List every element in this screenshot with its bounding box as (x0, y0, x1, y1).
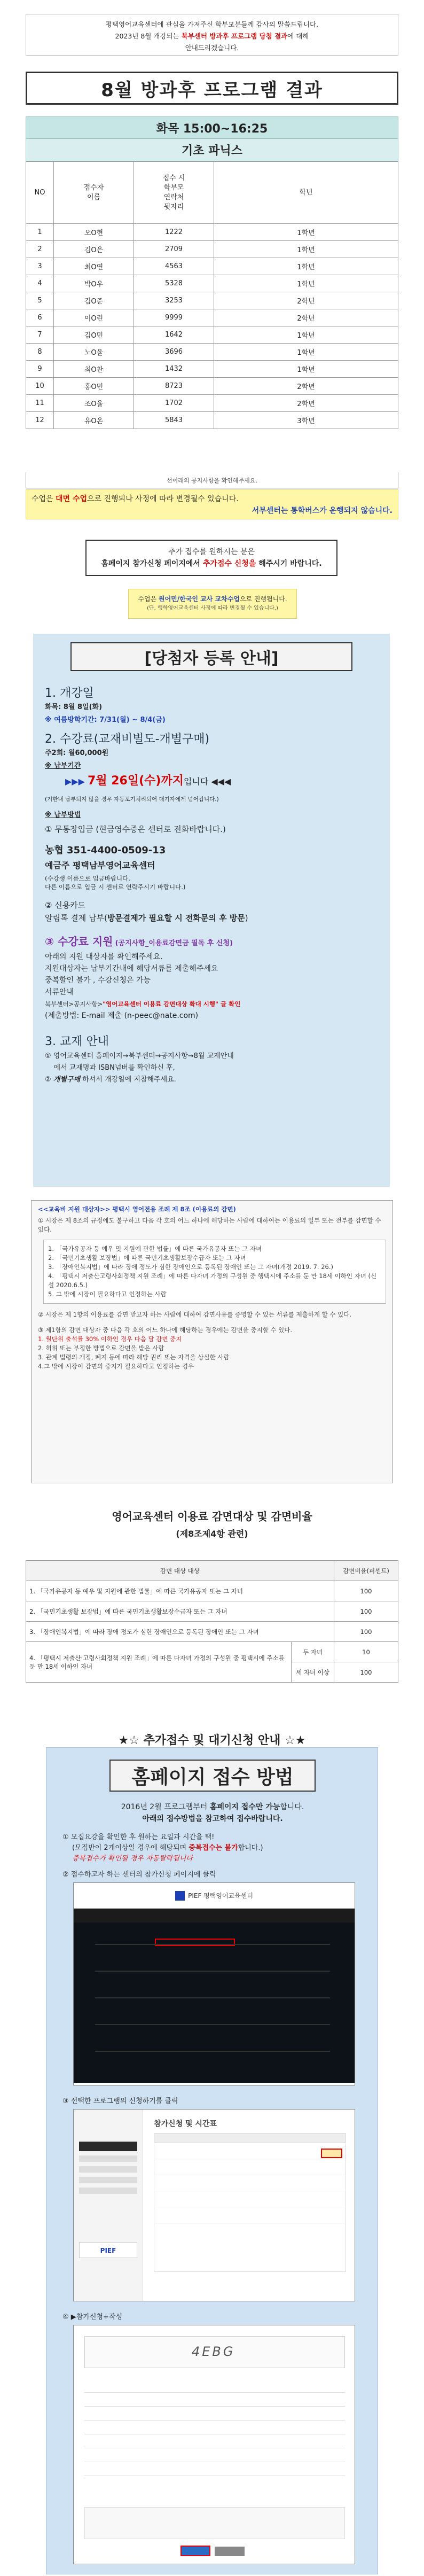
class-mode-line1 (32, 493, 392, 505)
cell-grade: 1학년 (214, 344, 398, 361)
cell-phone: 3253 (134, 292, 214, 309)
support-line6: (제출방법: E-mail 제출 (n-peec@nate.com) (45, 1011, 199, 1020)
cell-no: 5 (26, 292, 54, 309)
extra-line2 (91, 558, 332, 570)
table-row (26, 395, 398, 412)
policy-j1: 1. 월단위 출석률 30% 이하인 경우 다음 달 감면 중지 (38, 1335, 182, 1343)
cell-phone: 1222 (134, 224, 214, 241)
s1n-red: 중복접수는 불가 (189, 1844, 238, 1852)
mode-red: 대면 수업 (56, 495, 88, 503)
step1-note2: 중복접수가 확인될 경우 자동탈락됩니다 (72, 1855, 193, 1863)
cell-name: 김O준 (54, 292, 134, 309)
cell-no: 3 (26, 258, 54, 275)
cell-no: 12 (26, 412, 54, 429)
header-line: 접수 시 (162, 174, 185, 182)
table-row (26, 326, 398, 344)
table-row (26, 344, 398, 361)
policy-list (43, 1240, 386, 1304)
policy-head: <<교육비 지원 대상자>> 평택시 영어전용 조례 제 8조 (이용료의 감면) (38, 1205, 236, 1213)
teacher-line2: (단, 행학영어교육센터 사정에 따라 변경될 수 있습니다.) (147, 605, 278, 611)
logo-icon (175, 1891, 185, 1901)
reduction-value: 100 (334, 1601, 398, 1622)
policy-j4: 4.그 밖에 시장이 감면의 중지가 필요하다고 인정하는 경우 (38, 1363, 194, 1370)
fee-amount: 주2회: 월60,000원 (45, 749, 109, 757)
cell-no: 4 (26, 275, 54, 292)
cell-phone: 5328 (134, 275, 214, 292)
reduction-row (26, 1642, 398, 1662)
results-table (26, 161, 398, 429)
teacher-post: 으로 진행됩니다. (239, 595, 287, 603)
cell-name: 유O온 (54, 412, 134, 429)
section-fee: 2. 수강료(교재비별도-개별구매) (45, 733, 210, 746)
tb-bold: 개별구매 (53, 1076, 81, 1084)
bank-account: 농협 351-4400-0509-13 (45, 845, 166, 856)
deadline-post: 입니다 ◀◀◀ (183, 776, 231, 787)
table-row (26, 224, 398, 241)
hi-bold: 홈페이지 접수만 가능 (209, 1803, 280, 1811)
reduction-label: 1. 「국가유공자 등 예우 및 지원에 관한 법률」에 따른 국가유공자 또는 그 자녀 (26, 1581, 334, 1601)
cell-grade: 1학년 (214, 275, 398, 292)
reduction-label: 2. 「국민기초생활 보장법」에 따른 국민기초생활보장수급자 또는 그 자녀 (26, 1601, 334, 1622)
reduction-value: 100 (334, 1581, 398, 1601)
extra-post: 해주시기 바랍니다. (256, 559, 322, 568)
reduction-header (26, 1561, 398, 1581)
policy-j2: 2. 허위 또는 부정한 방법으로 감면을 받은 사람 (38, 1344, 164, 1352)
submit-button[interactable] (180, 2546, 210, 2556)
cell-name: 김O은 (54, 241, 134, 258)
table-row (26, 378, 398, 395)
cell-phone: 8723 (134, 378, 214, 395)
cell-grade: 1학년 (214, 258, 398, 275)
intro-line1: 평택영어교육센터에 관심을 가져주신 학부모분들께 감사의 말씀드립니다. (105, 20, 319, 28)
website-screenshot-3 (73, 2325, 355, 2564)
table-row (26, 292, 398, 309)
mode-post: 으로 진행되나 사정에 따라 변경될수 있습니다. (87, 495, 239, 503)
site-logo-text: PIEF 평택영어교육센터 (188, 1892, 253, 1900)
site-menu-panel (74, 1923, 355, 2083)
list-title: 참가신청 및 시간표 (154, 2120, 217, 2128)
step1 (62, 1832, 263, 1864)
policy-p2: ② 시장은 제 1항의 이용료를 감면 받고자 하는 사람에 대하여 감면사유를 증명할 수 있는 서류를 제출하게 할 수 있다. (38, 1311, 351, 1318)
table-note: 선이래의 공지사항을 확인해주세요. (26, 472, 398, 488)
class-mode-note (26, 489, 398, 519)
site-menu-bar (74, 1909, 355, 1923)
cell-name: 최O연 (54, 258, 134, 275)
summer-break: ※ 여름방학기간: 7/31(월) ~ 8/4(금) (45, 716, 166, 724)
header-phone (134, 162, 214, 224)
website-screenshot-2 (73, 2109, 355, 2301)
registration-title: [당첨자 등록 안내] (70, 642, 352, 671)
bank-note-2: 다른 이름으로 입금 시 센터로 연락주시기 바랍니다.) (45, 883, 186, 891)
support-line3: 중복할인 불가 , 수강신청은 가능 (45, 976, 151, 985)
registration-section (33, 634, 390, 1187)
support-line2: 지원대상자는 납부기간내에 해당서류를 제출해주세요 (45, 964, 218, 973)
cell-grade: 2학년 (214, 378, 398, 395)
cell-name: 오O현 (54, 224, 134, 241)
cell-name: 노O율 (54, 344, 134, 361)
header-line: 연락처 (163, 193, 184, 201)
tb-post: 하셔서 개강일에 지참해주세요. (80, 1076, 176, 1084)
step2: ② 접수하고자 하는 센터의 참가신청 페이지에 클릭 (62, 1871, 216, 1879)
reduction-label: 4. 「평택시 저출산·고령사회정책 지원 조례」에 따른 다자녀 가정의 구성원 중 평택시에 주소를 둔 만 18세 이하인 자녀 (26, 1642, 292, 1683)
cell-grade: 2학년 (214, 309, 398, 326)
textbook-line1-text: ① 영어교육센터 홈페이지→북부센터→공지사항→8월 교재안내 (45, 1052, 234, 1060)
reduction-row (26, 1581, 398, 1601)
s1n-pre: (모집반이 2개이상일 경우에 해당되며 (72, 1844, 189, 1852)
program-list (154, 2133, 346, 2272)
cell-name: 홍O민 (54, 378, 134, 395)
intro-line2 (33, 30, 391, 42)
header-line: 학부모 (163, 183, 184, 192)
reduction-sub: 세 자녀 이상 (292, 1662, 334, 1683)
policy-p3: ③ 제1항의 감면 대상자 중 다음 각 호의 어느 하나에 해당하는 경우에는 감면을 중지할 수 있다. (38, 1326, 293, 1334)
cell-no: 10 (26, 378, 54, 395)
reduction-row (26, 1601, 398, 1622)
class-time: 화목 15:00~16:25 (26, 116, 398, 139)
cell-name: 최O찬 (54, 361, 134, 378)
side-nav (74, 2110, 143, 2301)
header-name (54, 162, 134, 224)
payment-method-2: ② 신용카드 (45, 900, 86, 910)
intro-notice (26, 14, 398, 56)
card-pre: 알림톡 결제 납부( (45, 913, 107, 923)
captcha-box (84, 2336, 345, 2368)
support-link[interactable]: "영어교육센터 이용료 감면대상 확대 시행" 글 확인 (103, 1000, 241, 1008)
deadline-date: 7월 26일(수)까지 (88, 774, 184, 788)
support-line4: 서류안내 (45, 988, 74, 997)
step1-text: ① 모집요강을 확인한 후 원하는 요일과 시간을 택! (62, 1833, 215, 1841)
cell-name: 김O민 (54, 326, 134, 344)
table-row (26, 361, 398, 378)
teacher-blue: 원어민/한국인 교사 교차수업 (158, 595, 240, 603)
cell-phone: 1432 (134, 361, 214, 378)
support-line5 (45, 998, 240, 1010)
deadline-label: ※ 납부기간 (45, 762, 81, 770)
reduction-row (26, 1622, 398, 1642)
reduction-table (26, 1560, 398, 1683)
site-logo (74, 1883, 355, 1909)
class-name: 기초 파닉스 (26, 139, 398, 161)
card-post: ) (245, 913, 248, 923)
website-screenshot-1 (73, 1882, 355, 2085)
cell-no: 8 (26, 344, 54, 361)
cell-no: 1 (26, 224, 54, 241)
policy-box (31, 1200, 393, 1483)
payment-label: ※ 납부방법 (45, 811, 81, 819)
cell-no: 9 (26, 361, 54, 378)
policy-p1: ① 시장은 제 8조의 규정에도 불구하고 다음 각 호의 어느 하나에 해당하는 사람에 대하여는 이용료의 일부 또는 전부를 감면할 수 있다. (38, 1217, 381, 1233)
homepage-intro-2: 아래의 접수방법을 참고하여 접수바랍니다. (142, 1815, 283, 1823)
teacher-note (128, 589, 297, 619)
table-row (26, 275, 398, 292)
bus-note: 서부센터는 통학버스가 운행되지 않습니다. (252, 507, 392, 515)
teacher-pre: 수업은 (138, 595, 159, 603)
intro-line3: 안내드리겠습니다. (185, 44, 239, 52)
card-payment (45, 913, 248, 923)
homepage-guide (46, 1747, 378, 2574)
cell-name: 조O율 (54, 395, 134, 412)
tb-pre: ② (45, 1076, 53, 1084)
homepage-guide-title: 홈페이지 접수 방법 (109, 1760, 316, 1792)
extra-red: 추가접수 신청을 (202, 559, 256, 568)
extra-line1: 추가 접수를 원하시는 분은 (168, 548, 255, 556)
table-row (26, 241, 398, 258)
header-line: 뒷자리 (163, 203, 184, 211)
cell-no: 7 (26, 326, 54, 344)
textbook-line1 (45, 1050, 234, 1062)
additional-title: ★☆ 추가접수 및 대기신청 안내 ☆★ (118, 1734, 306, 1747)
cancel-button[interactable] (215, 2547, 245, 2556)
mode-pre: 수업은 (32, 495, 56, 503)
cell-phone: 1702 (134, 395, 214, 412)
step1-note1 (62, 1843, 263, 1854)
cell-phone: 3696 (134, 344, 214, 361)
payment-method-1: ① 무통장입금 (현금영수증은 센터로 전화바랍니다.) (45, 824, 226, 834)
section-start-date: 1. 개강일 (45, 687, 94, 700)
cell-grade: 3학년 (214, 412, 398, 429)
step3: ③ 선택한 프로그램의 신청하기를 클릭 (62, 2097, 178, 2105)
header-line: 이름 (87, 193, 101, 201)
cell-grade: 2학년 (214, 395, 398, 412)
table-row (26, 412, 398, 429)
cell-grade: 1학년 (214, 361, 398, 378)
payment-method-3 (45, 936, 233, 949)
reduction-value: 100 (334, 1622, 398, 1642)
apply-button[interactable] (321, 2149, 342, 2158)
card-bold: 방문결제가 필요할 시 전화문의 후 방문 (107, 913, 245, 923)
pief-logo: PIEF (79, 2242, 137, 2258)
table-header-row (26, 162, 398, 224)
hi-pre: 2016년 2월 프로그램부터 (121, 1803, 210, 1811)
policy-item5: 5. 그 밖에 시장이 필요하다고 인정하는 사람 (48, 1290, 167, 1298)
support-sub: (공지사항_이용료감면금 필독 후 신청) (115, 939, 233, 947)
reduction-subtitle: (제8조제4항 관련) (176, 1529, 248, 1539)
support-line1: 아래의 지원 대상자를 확인해주세요. (45, 953, 163, 961)
reduction-title: 영어교육센터 이용료 감면대상 및 감면비율 (112, 1510, 312, 1523)
policy-j3: 3. 관계 법령의 개정, 폐지 등에 따라 해당 권리 또는 자격을 상실한 사람 (38, 1353, 230, 1361)
support-details (45, 951, 240, 1022)
bank-note-1: (수강생 이름으로 입금바랍니다. (45, 875, 130, 882)
hi-post: 합니다. (280, 1803, 304, 1811)
reduction-value: 100 (334, 1662, 398, 1683)
policy-item1: 1. 「국가유공자 등 예우 및 지원에 관한 법률」에 따른 국가유공자 또는 그 자녀 (48, 1245, 262, 1252)
section-textbook: 3. 교재 안내 (45, 1035, 109, 1048)
captcha-text: 4EBG (192, 2344, 235, 2359)
homepage-intro-1 (46, 1801, 379, 1813)
policy-item3: 3. 「장애인복지법」에 따라 장애 정도가 심한 장애인으로 등록된 장애인 또는 그 자녀(개정 2019. 7. 26.) (48, 1263, 334, 1271)
cell-name: 박O우 (54, 275, 134, 292)
header-line: 접수자 (83, 183, 104, 192)
cell-grade: 1학년 (214, 326, 398, 344)
textbook-details (45, 1050, 234, 1086)
policy-item4: 4. 「평택시 저출산고령사회정책 지원 조례」에 따른 다자녀 가정의 구성원 중 행택시에 주소를 둔 만 18세 이하인 자녀 (신설 2020.6.5.) (48, 1272, 377, 1289)
cell-phone: 5843 (134, 412, 214, 429)
homepage-intro (46, 1801, 379, 1825)
textbook-line2: 에서 교재명과 ISBN넘버를 확인하신 후, (45, 1064, 175, 1072)
cell-grade: 1학년 (214, 224, 398, 241)
start-date: 화목: 8월 8일(화) (45, 703, 103, 711)
bank-note (45, 874, 185, 891)
account-holder: 예금주 평택남부영어교육센터 (45, 860, 155, 870)
reduction-col2: 감면비율(퍼센트) (334, 1561, 398, 1581)
header-grade: 학년 (214, 162, 398, 224)
cell-phone: 9999 (134, 309, 214, 326)
extra-registration-box (85, 540, 337, 576)
cell-phone: 1642 (134, 326, 214, 344)
cell-no: 11 (26, 395, 54, 412)
terms-box (84, 2507, 345, 2539)
table-row (26, 258, 398, 275)
table-row (26, 309, 398, 326)
cell-no: 6 (26, 309, 54, 326)
reduction-col1: 감면 대상 대상 (26, 1561, 334, 1581)
cell-grade: 1학년 (214, 241, 398, 258)
intro-line2-pre: 2023년 8월 개강되는 (115, 32, 182, 40)
support-title: ③ 수강료 지원 (45, 935, 113, 948)
reduction-sub: 두 자녀 (292, 1642, 334, 1662)
cell-no: 2 (26, 241, 54, 258)
deadline-line (65, 776, 231, 787)
s1n-post: 합니다.) (238, 1844, 263, 1852)
support-path: 북부센터>공지사항> (45, 1000, 103, 1008)
step4: ④ ▶참가신청+작성 (62, 2313, 123, 2321)
teacher-line1 (132, 594, 293, 604)
cell-phone: 2709 (134, 241, 214, 258)
extra-pre: 홈페이지 참가신청 페이지에서 (101, 559, 203, 568)
reduction-value: 10 (334, 1642, 398, 1662)
page-title: 8월 방과후 프로그램 결과 (26, 72, 398, 105)
intro-line2-bold: 북부센터 방과후 프로그램 당첨 결과 (181, 32, 288, 40)
reduction-label: 3. 「장애인복지법」에 따라 장애 정도가 심한 장애인으로 등록된 장애인 또는 그 자녀 (26, 1622, 334, 1642)
cell-phone: 4563 (134, 258, 214, 275)
form-fields (84, 2379, 345, 2496)
deadline-note: (기한내 납부되지 않을 경우 자동포기처리되어 대기자에게 넘어갑니다.) (45, 796, 219, 803)
textbook-line3 (45, 1074, 234, 1086)
cell-name: 이O린 (54, 309, 134, 326)
deadline-arrow: ▶▶▶ (65, 776, 85, 787)
intro-line2-post: 에 대해 (287, 32, 309, 40)
policy-item2: 2. 「국민기초생활 보장법」에 따른 국민기초생활보장수급자 또는 그 자녀 (48, 1254, 246, 1262)
cell-grade: 2학년 (214, 292, 398, 309)
header-no: NO (26, 162, 54, 224)
